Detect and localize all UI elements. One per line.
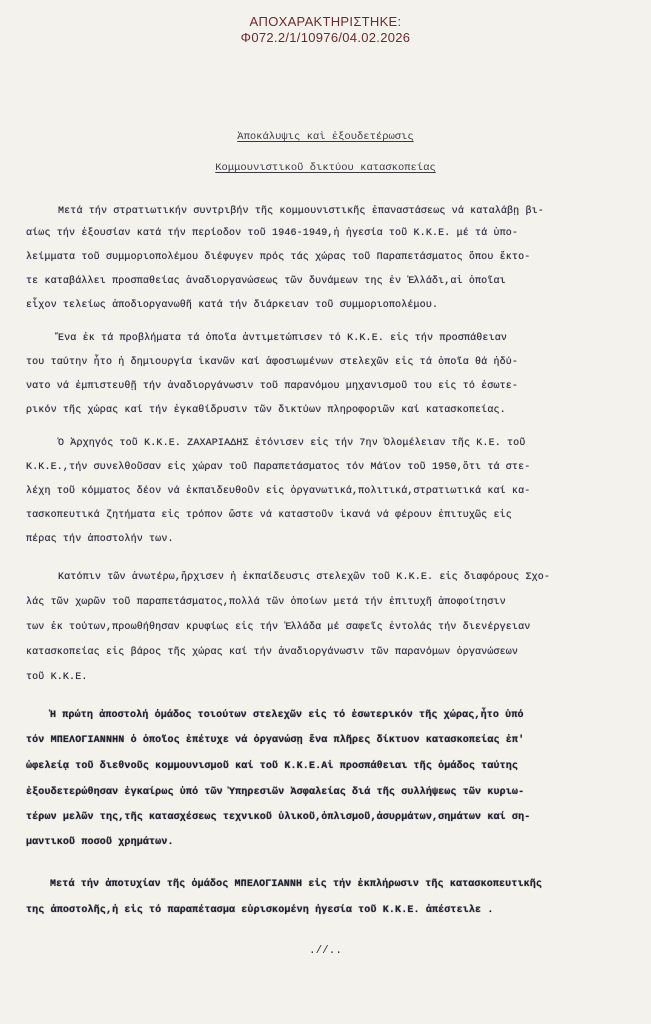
text-line: πέρας τήν ἀποστολήν των.	[26, 534, 174, 545]
text-line: της ἀποστολῆς,ἡ εἰς τό παραπέτασμα εὑρισκομένη ἡγεσία τοῦ Κ.Κ.Ε. ἀπέστειλε .	[26, 905, 494, 916]
stamp-line-1: ΑΠΟΧΑΡΑΚΤΗΡΙΣΤΗΚΕ:	[249, 14, 402, 29]
text-line: των ἐκ τούτων,προωθήθησαν κρυφίως εἰς τήν Ἑλλάδα μέ σαφεῖς ἐντολάς τήν διενέργειαν	[26, 622, 531, 633]
text-line: ρικόν τῆς χώρας καί τήν ἐγκαθίδρυσιν τῶν δικτύων πληροφοριῶν καί κατασκοπείας.	[26, 405, 506, 416]
declassification-stamp	[0, 14, 651, 46]
text-line: ὠφελείᾳ τοῦ διεθνοῦς κομμουνισμοῦ καί τοῦ Κ.Κ.Ε.Αἱ προσπάθειαι τῆς ὁμάδος ταύτης	[26, 761, 519, 772]
text-line: του ταύτην ἦτο ἡ δημιουργία ἱκανῶν καί ἀφοσιωμένων στελεχῶν εἰς τά ὁποῖα θά ἠδύ-	[26, 357, 519, 368]
text-line: Κ.Κ.Ε.,τήν συνελθοῦσαν εἰς χώραν τοῦ Παραπετάσματος τόν Μάϊον τοῦ 1950,ὅτι τά στε-	[26, 462, 531, 473]
document-title-line-1: Ἀποκάλυψις καὶ ἐξουδετέρωσις	[237, 131, 414, 143]
text-line: τέρων μελῶν της,τῆς κατασχέσεως τεχνικοῦ ὑλικοῦ,ὀπλισμοῦ,ἀσυρμάτων,σημάτων καί ση-	[26, 812, 531, 823]
text-line: Μετά τήν ἀποτυχίαν τῆς ὁμάδος ΜΠΕΛΟΓΙΑΝΝΗ εἰς τήν ἐκπλήρωσιν τῆς κατασκοπευτικῆς	[50, 879, 543, 890]
text-line: μαντικοῦ ποσοῦ χρημάτων.	[26, 837, 174, 848]
text-line: τε καταβάλλει προσπαθείας ἀναδιοργανώσεως τῶν δυνάμεων της ἐν Ἑλλάδι,αἱ ὁποῖαι	[26, 276, 506, 287]
text-line: νατο νά ἐμπιστευθῇ τήν ἀναδιοργάνωσιν τοῦ παρανόμου μηχανισμοῦ του εἰς τό ἐσωτε-	[26, 381, 519, 392]
text-line: ἐξουδετερώθησαν ἐγκαίρως ὑπό τῶν Ὑπηρεσιῶν Ἀσφαλείας διά τῆς συλλήψεως τῶν κυριω-	[26, 787, 525, 798]
text-line: Κατόπιν τῶν ἀνωτέρω,ἤρχισεν ἡ ἐκπαίδευσις στελεχῶν τοῦ Κ.Κ.Ε. εἰς διαφόρους Σχο-	[58, 572, 551, 583]
document-title-line-2: Κομμουνιστικοῦ δικτύου κατασκοπείας	[215, 162, 436, 174]
text-line: τοῦ Κ.Κ.Ε.	[26, 672, 88, 683]
text-line: αίως τήν ἐξουσίαν κατά τήν περίοδον τοῦ 1946-1949,ἡ ἡγεσία τοῦ Κ.Κ.Ε. μέ τά ὑπο-	[26, 228, 519, 239]
text-line: Μετά τήν στρατιωτικήν συντριβήν τῆς κομμουνιστικῆς ἐπαναστάσεως νά καταλάβῃ βι-	[58, 206, 544, 217]
text-line: Ἕνα ἐκ τά προβλήματα τά ὁποῖα ἀντιμετώπισεν τό Κ.Κ.Ε. εἰς τήν προσπάθειαν	[58, 333, 508, 344]
text-line: λάς τῶν χωρῶν τοῦ παραπετάσματος,πολλά τῶν ὁποίων μετά τήν ἐπιτυχῆ ἀποφοίτησιν	[26, 597, 506, 608]
text-line: τόν ΜΠΕΛΟΓΙΑΝΝΗΝ ὁ ὁποῖος ἐπέτυχε νά ὀργανώσῃ ἕνα πλῆρες δίκτυον κατασκοπείας ἐπ'	[26, 735, 525, 746]
text-line: λέχη τοῦ κόμματος δέον νά ἐκπαιδευθοῦν εἰς ὀργανωτικά,πολιτικά,στρατιωτικά καί κα-	[26, 486, 531, 497]
text-line: τασκοπευτικά ζητήματα εἰς τρόπον ὥστε νά καταστοῦν ἱκανά νά φέρουν ἐπιτυχῶς εἰς	[26, 510, 512, 521]
text-line: λείμματα τοῦ συμμοριοπολέμου διέφυγεν πρός τάς χώρας τοῦ Παραπετάσματος ὅπου ἔκτο-	[26, 252, 531, 263]
text-line: εἶχον τελείως ἀποδιοργανωθῆ κατά τήν διάρκειαν τοῦ συμμοριοπολέμου.	[26, 300, 439, 311]
text-line: Ἡ πρώτη ἀποστολή ὁμάδος τοιούτων στελεχῶν εἰς τό ἐσωτερικόν τῆς χώρας,ἦτο ὑπό	[50, 710, 524, 721]
text-line: κατασκοπείας εἰς βάρος τῆς χώρας καί τήν ἀναδιοργάνωσιν τῶν παρανόμων ὀργανώσεων	[26, 647, 519, 658]
text-line: Ὁ Ἀρχηγός τοῦ Κ.Κ.Ε. ΖΑΧΑΡΙΑΔΗΣ ἐτόνισεν εἰς τήν 7ην Ὁλομέλειαν τῆς Κ.Ε. τοῦ	[58, 438, 526, 449]
stamp-line-2: Φ072.2/1/10976/04.02.2026	[240, 30, 411, 45]
page-continuation-mark: .//..	[308, 945, 342, 957]
